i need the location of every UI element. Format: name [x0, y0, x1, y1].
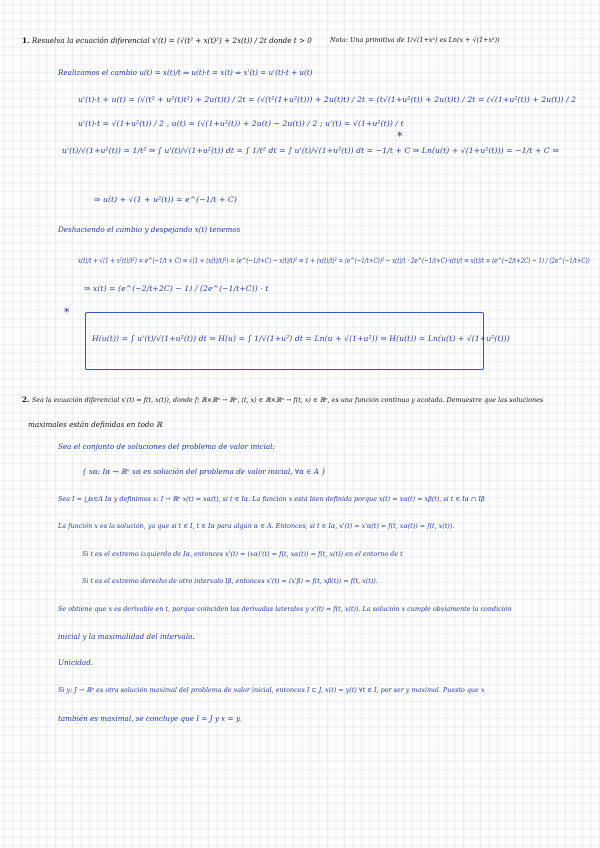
problem-2-header	[22, 395, 543, 405]
boxed-primitive	[85, 312, 510, 370]
change-of-variable-intro: Realizamos el cambio u(t) = x(t)/t ⇒ u(t)·t = x(t) ⇒ x'(t) = u'(t)·t + u(t)	[58, 68, 313, 77]
problem-1-number: 1.	[22, 36, 30, 45]
undo-change-intro: Deshaciendo el cambio y despejando x(t) tenemos	[58, 225, 241, 234]
problem-2-statement: Sea la ecuación diferencial x'(t) = f(t, x(t)), donde f: ℝ×ℝⁿ → ℝⁿ, (t, x) ∈ ℝ×ℝⁿ → f(t, x) ∈ ℝⁿ, es una función continua y acotada. Demuestre que las soluciones	[31, 396, 544, 404]
equation-3: u'(t)/√(1+u²(t)) = 1/t² ⇒ ∫ u'(t)/√(1+u²(t)) dt = ∫ 1/t² dt = ∫ u'(t)/√(1+u²(t)) dt = −1/t + C ⇒ Ln(u(t) + √(1+u²(t))) = −1/t + C ⇒	[62, 146, 559, 155]
p2-left-endpoint: Si t es el extremo izquierdo de Iα, entonces x'(t) = (xα)'(t) = f(t, xα(t)) = f(t, x(t)) en el entorno de t	[82, 550, 403, 558]
p2-set: { xα: Iα → ℝⁿ xα es solución del problema de valor inicial, ∀α ∈ A }	[82, 467, 326, 476]
equation-1: u'(t)·t + u(t) = (√(t² + u²(t)t²) + 2u(t)t) / 2t = (√(t²(1+u²(t))) + 2u(t)t) / 2t = (t√(1+u²(t)) + 2u(t)t) / 2t = (√(1+u²(t)) + 2u(t)) / 2	[78, 95, 577, 104]
asterisk-mark-icon: *	[64, 306, 70, 319]
p2-derivable: Se obtiene que x es derivable en t, porque coinciden las derivadas laterales y x'(t) = f(t, x(t)). La solución x cumple obviamente la condición	[58, 605, 512, 613]
asterisk-mark-icon: *	[397, 130, 403, 143]
problem-2-statement-cont: maximales están definidas en todo ℝ	[28, 420, 163, 429]
p2-uniqueness-1: Si y: J → ℝⁿ es otra solución maximal del problema de valor inicial, entonces I ⊂ J, x(t) = y(t) ∀t ∈ I, por ser y maximal. Puesto que x	[58, 686, 485, 694]
p2-union-definition: Sea I = ⋃α∈A Iα y definimos x: I → ℝⁿ x(t) = xα(t), si t ∈ Iα. La función x está bien definida porque x(t) = xα(t) = xβ(t), si t ∈ Iα ∩ Iβ	[58, 495, 485, 503]
p2-initial-condition: inicial y la maximalidad del intervalo.	[58, 632, 195, 641]
p2-set-definition: Sea el conjunto de soluciones del problema de valor inicial:	[58, 442, 275, 451]
equation-6: ⇒ x(t) = (e^(−2/t+2C) − 1) / (2e^(−1/t+C)) · t	[84, 284, 269, 293]
equation-5: x(t)/t + √(1 + x²(t)/t²) = e^(−1/t + C) ⇒ √(1 + (x(t)/t)²) = (e^(−1/t+C) − x(t)/t)² ⇒ 1 + (x(t)/t)² = (e^(−1/t+C))² − x(t)/t · 2e^(−1/t+C)·x(t)/t ⇒ x(t)/t = (e^(−2/t+2C) − 1) / (2e^(−1/t+C))	[78, 256, 590, 265]
equation-4: ⇒ u(t) + √(1 + u²(t)) = e^(−1/t + C)	[94, 195, 237, 204]
equation-2: u'(t)·t = √(1+u²(t)) / 2 , u(t) = (√(1+u²(t)) + 2u(t) − 2u(t)) / 2 ; u'(t) = √(1+u²(t)) / t	[78, 119, 404, 128]
p2-solution-claim: La función x es la solución, ya que si t ∈ I, t ∈ Iα para algún α ∈ A. Entonces, si t ∈ Iα, x'(t) = x'α(t) = f(t, xα(t)) = f(t, x(t)).	[58, 522, 455, 530]
problem-1-header	[22, 36, 312, 45]
boxed-equation: H(u(t)) = ∫ u'(t)/√(1+u²(t)) dt ⇒ H(u) = ∫ 1/√(1+u²) dt = Ln(u + √(1+u²)) ⇒ H(u(t)) = Ln(u(t) + √(1+u²(t)))	[92, 334, 510, 343]
p2-uniqueness-heading: Unicidad.	[58, 658, 94, 667]
problem-2-number: 2.	[22, 395, 30, 404]
problem-1-statement: Resuelva la ecuación diferencial x'(t) = (√(t² + x(t)²) + 2x(t)) / 2t donde t > 0	[31, 36, 312, 45]
p2-right-endpoint: Si t es el extremo derecho de otro intervalo Iβ, entonces x'(t) = (x'β) = f(t, xβ(t)) = f(t, x(t)).	[82, 577, 378, 585]
p2-uniqueness-2: también es maximal, se concluye que I = J y x = y.	[58, 714, 242, 723]
problem-1-note: Nota: Una primitiva de 1/√(1+x²) es Ln(x + √(1+x²))	[330, 36, 500, 44]
